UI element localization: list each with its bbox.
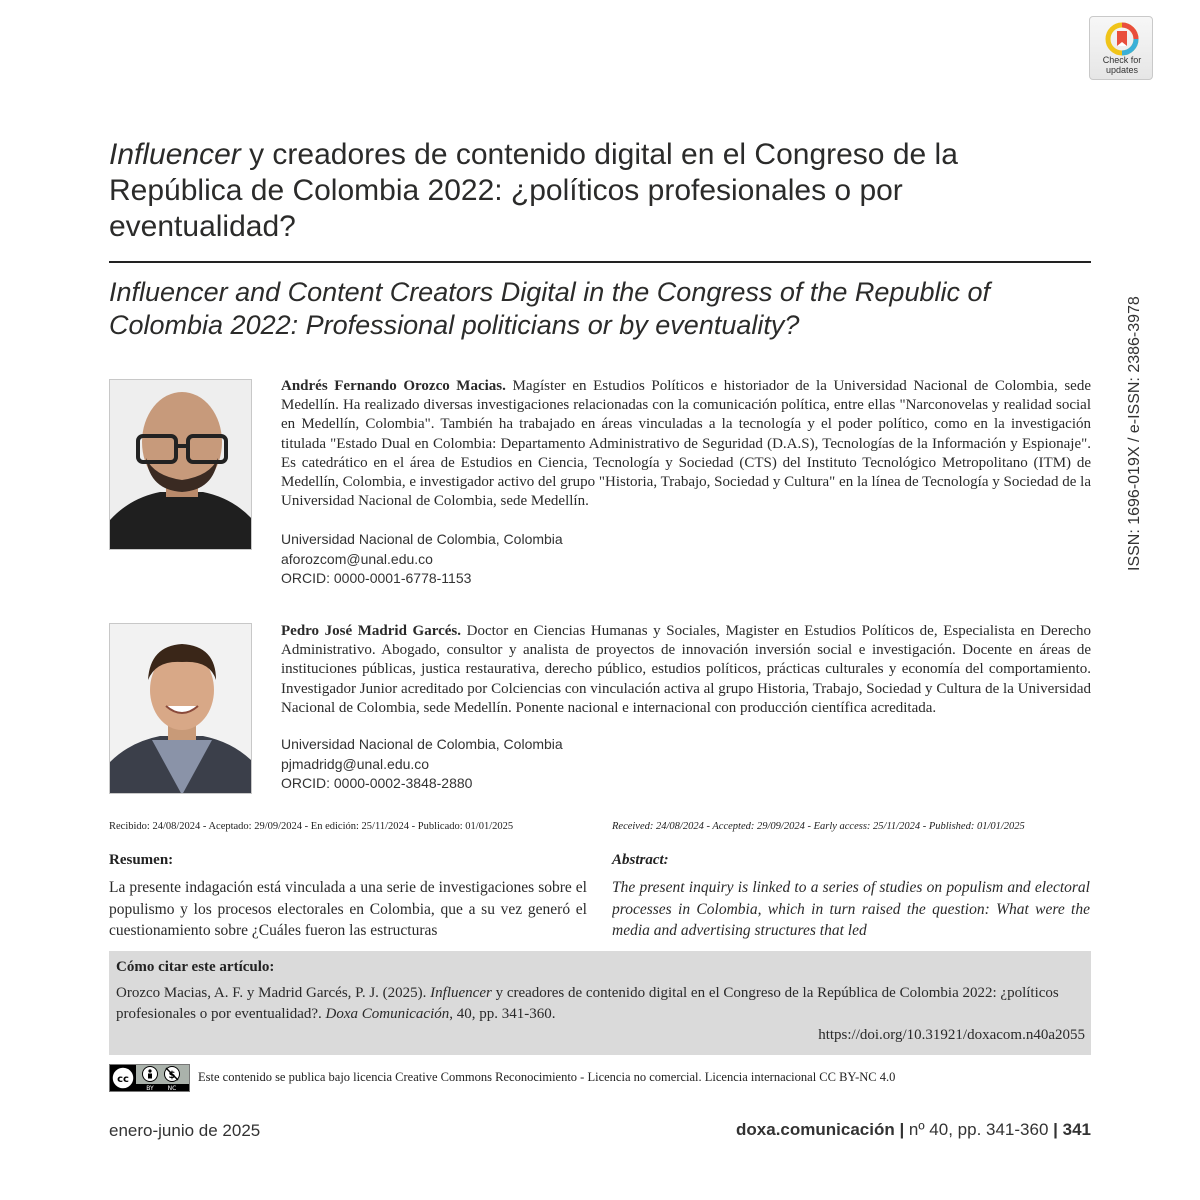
svg-text:BY: BY [146, 1085, 154, 1091]
author-orcid[interactable]: ORCID: 0000-0001-6778-1153 [281, 570, 472, 587]
author-details-orozco [281, 530, 881, 589]
abstract-text: The present inquiry is linked to a series of studies on populism and electoral processes in Colombia, which in turn raised the question: What were the media and advertising structures that led [612, 879, 1090, 939]
resumen-heading: Resumen: [109, 852, 174, 868]
citation-text: Orozco Macias, A. F. y Madrid Garcés, P. J. (2025). Influencer y creadores de contenido digital en el Congreso de la República de Colombia 2022: ¿políticos profesionales o por eventualidad?. Doxa Comunicación, 40, pp. 341-360. [116, 985, 1059, 1022]
author-bio-madrid: Pedro José Madrid Garcés. Doctor en Ciencias Humanas y Sociales, Magister en Estudios Políticos de, Especialista en Derecho Administrativo. Abogado, consultor y analista de proyectos de innovación inversión social e investigación. Docente en áreas de instituciones públicas, justica restaurativa, derecho público, estudios políticos, prácticas culturales y economía del comportamiento. Investigador Junior acreditado por Colciencias con vinculación activa al grupo Historia, Trabajo, Sociedad y Cultura de la Universidad Nacional de Colombia, sede Medellín. Ponente nacional e internacional con producción científica acreditada. [281, 623, 1092, 716]
license-text: Este contenido se publica bajo licencia Creative Commons Reconocimiento - Licencia no comercial. Licencia internacional CC BY-NC 4.0 [198, 1070, 896, 1084]
author-affiliation: Universidad Nacional de Colombia, Colombia [281, 531, 563, 547]
resumen-text: La presente indagación está vinculada a una serie de investigaciones sobre el populismo y los procesos electorales en Colombia, que a su vez generó el cuestionamiento sobre ¿Cuáles fueron las estructuras [109, 879, 587, 939]
article-title-es: Influencer y creadores de contenido digital en el Congreso de la República de Colombia 2022: ¿políticos profesionales o por eventualidad? [109, 138, 958, 243]
svg-text:cc: cc [117, 1074, 129, 1085]
author-orcid[interactable]: ORCID: 0000-0002-3848-2880 [281, 775, 473, 792]
abstract-heading: Abstract: [612, 852, 669, 868]
dates-en: Received: 24/08/2024 - Accepted: 29/09/2024 - Early access: 25/11/2024 - Published: 01/01/2025 [612, 821, 1025, 832]
svg-text:$: $ [168, 1070, 176, 1081]
author-details-madrid [281, 735, 881, 794]
svg-text:NC: NC [167, 1085, 177, 1091]
citation-box [109, 951, 1091, 1055]
author-affiliation: Universidad Nacional de Colombia, Colombia [281, 736, 563, 752]
check-for-updates-badge[interactable] [1089, 16, 1153, 80]
article-title-en: Influencer and Content Creators Digital in the Congress of the Republic of Colombia 2022: Professional politicians or by eventuality? [109, 277, 990, 340]
citation-doi-link[interactable]: https://doi.org/10.31921/doxacom.n40a2055 [818, 1027, 1085, 1043]
author-photo-madrid [109, 623, 252, 794]
footer-period: enero-junio de 2025 [109, 1121, 261, 1140]
title-divider [109, 261, 1091, 263]
author-email[interactable]: pjmadridg@unal.edu.co [281, 755, 430, 772]
author-photo-orozco [109, 379, 252, 550]
issn-label: ISSN: 1696-019X / e-ISSN: 2386-3978 [1126, 296, 1143, 571]
author-bio-orozco: Andrés Fernando Orozco Macias. Magíster en Estudios Políticos e historiador de la Universidad Nacional de Colombia, sede Medellín. Ha realizado diversas investigaciones relacionadas con la comunicación política, entre ellas "Narconovelas y realidad social en Medellín, Colombia". También ha trabajado en áreas vinculadas a la tecnología y el poder político, como en la investigación titulada "Estado Dual en Colombia: Departamento Administrativo de Seguridad (D.A.S), Tecnologías de la Información y Espionaje". Es catedrático en el área de Estudios en Ciencia, Tecnología y Sociedad (CTS) del Instituto Tecnológico Metropolitano (ITM) de Medellín, Colombia, e investigador activo del grupo "Historia, Trabajo, Sociedad y Cultura" en la línea de Tecnología y Sociedad de la Universidad Nacional de Colombia, sede Medellín. [281, 378, 1092, 510]
author-email[interactable]: aforozcom@unal.edu.co [281, 550, 433, 567]
page-number: 341 [1062, 1120, 1091, 1139]
dates-es: Recibido: 24/08/2024 - Aceptado: 29/09/2024 - En edición: 25/11/2024 - Publicado: 01/01/2025 [109, 821, 514, 832]
cc-license-badge[interactable] [109, 1064, 190, 1092]
citation-heading: Cómo citar este artículo: [116, 959, 275, 975]
crossmark-icon [1105, 22, 1139, 56]
footer-journal-info: doxa.comunicación | nº 40, pp. 341-360 | 341 [736, 1120, 1091, 1139]
badge-label: Check for updates [1102, 55, 1142, 75]
